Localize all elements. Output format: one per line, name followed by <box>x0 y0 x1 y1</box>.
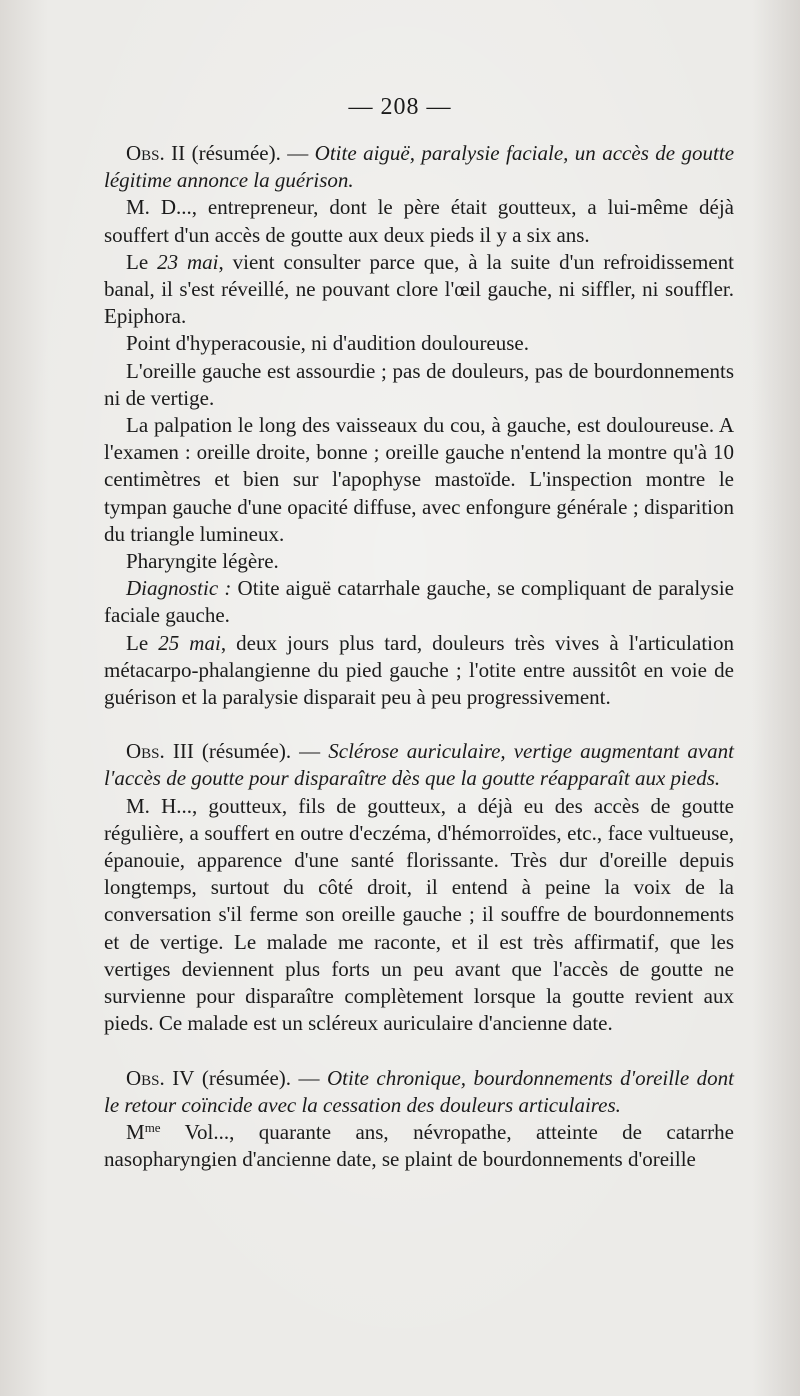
obs-2-p2-post: , vient consulter parce que, à la suite d'un refroidissement banal, il s'est réveillé, ne pouvant clore l'œil gauche, ni siffler, ni souffler. Epiphora. <box>104 249 734 329</box>
obs-2-date-2: 25 mai <box>158 630 221 655</box>
obs-2-p8-pre: Le <box>126 630 159 655</box>
obs-3-heading <box>104 738 734 792</box>
obs-3-title: Sclérose auriculaire, vertige augmentant avant l'accès de goutte pour disparaître dès que la goutte réapparaît aux pieds. <box>104 739 735 791</box>
obs-4-title: Otite chronique, bourdonnements d'oreille dont le retour coïncide avec la cessation des douleurs articulaires. <box>104 1065 735 1117</box>
obs-2-diagnostic-text: Otite aiguë catarrhale gauche, se compliquant de paralysie faciale gauche. <box>104 576 734 628</box>
obs-3-label: Obs. III <box>126 739 194 764</box>
page-number: — 208 — <box>348 94 452 120</box>
obs-4-note: (résumée). — <box>194 1065 327 1090</box>
obs-4-honorific: M <box>126 1119 145 1144</box>
obs-2-diagnostic-label: Diagnostic : <box>126 576 232 601</box>
obs-4-honorific-sup: me <box>144 1119 161 1135</box>
obs-2-paragraph-6: Pharyngite légère. <box>126 549 279 574</box>
obs-4-label: Obs. IV <box>126 1065 195 1090</box>
obs-2-paragraph-4: L'oreille gauche est assourdie ; pas de douleurs, pas de bourdonnements ni de vertige. <box>104 358 734 410</box>
obs-2-p8-post: , deux jours plus tard, douleurs très vives à l'articulation métacarpo-phalangienne du pied gauche ; l'otite entre aussitôt en voie de guérison et la paralysie disparait peu à peu progressivement. <box>104 630 735 710</box>
obs-3-paragraph-1: M. H..., goutteux, fils de goutteux, a déjà eu des accès de goutte régulière, a souffert en outre d'eczéma, d'hémorroïdes, etc., face vultueuse, épanouie, apparence d'une santé florissante. Très dur d'oreille depuis longtemps, surtout du côté droit, il entend à peine la voix de la conversation s'il ferme son oreille gauche ; il souffre de bourdonnements et de vertige. Le malade me raconte, et il est très affirmatif, que les vertiges deviennent plus forts un peu avant que l'accès de goutte ne survienne pour disparaître complètement lorsque la goutte revient aux pieds. Ce malade est un scléreux auriculaire d'ancienne date. <box>104 793 734 1036</box>
obs-4-p1-text: Vol..., quarante ans, névropathe, atteinte de catarrhe nasopharyngien d'ancienne date, se plaint de bourdonnements d'oreille <box>104 1119 734 1172</box>
body-text <box>104 140 734 1173</box>
obs-2-paragraph-2 <box>104 249 734 331</box>
obs-4-paragraph-1 <box>104 1119 734 1173</box>
obs-2-p2-pre: Le <box>126 249 158 274</box>
obs-2-heading <box>104 140 734 194</box>
obs-2-paragraph-1: M. D..., entrepreneur, dont le père était goutteux, a lui-même déjà souffert d'un accès de goutte aux deux pieds il y a six ans. <box>104 195 734 247</box>
obs-2-date-1: 23 mai <box>157 249 219 274</box>
obs-2-paragraph-8 <box>104 630 734 712</box>
obs-2-title: Otite aiguë, paralysie faciale, un accès de goutte légitime annonce la guérison. <box>104 141 735 193</box>
obs-2-paragraph-3: Point d'hyperacousie, ni d'audition douloureuse. <box>126 331 529 356</box>
obs-2-paragraph-5: La palpation le long des vaisseaux du cou, à gauche, est douloureuse. A l'examen : oreille droite, bonne ; oreille gauche n'entend la montre qu'à 10 centimètres et bien sur l'apophyse mastoïde. L'inspection montre le tympan gauche d'une opacité diffuse, avec enfongure générale ; disparition du triangle lumineux. <box>104 413 734 546</box>
obs-2-paragraph-7 <box>104 575 734 629</box>
obs-2-label: Obs. II <box>126 141 186 165</box>
obs-3-note: (résumée). — <box>193 739 329 764</box>
obs-4-heading <box>104 1065 734 1119</box>
obs-2-note: (résumée). — <box>191 141 315 165</box>
